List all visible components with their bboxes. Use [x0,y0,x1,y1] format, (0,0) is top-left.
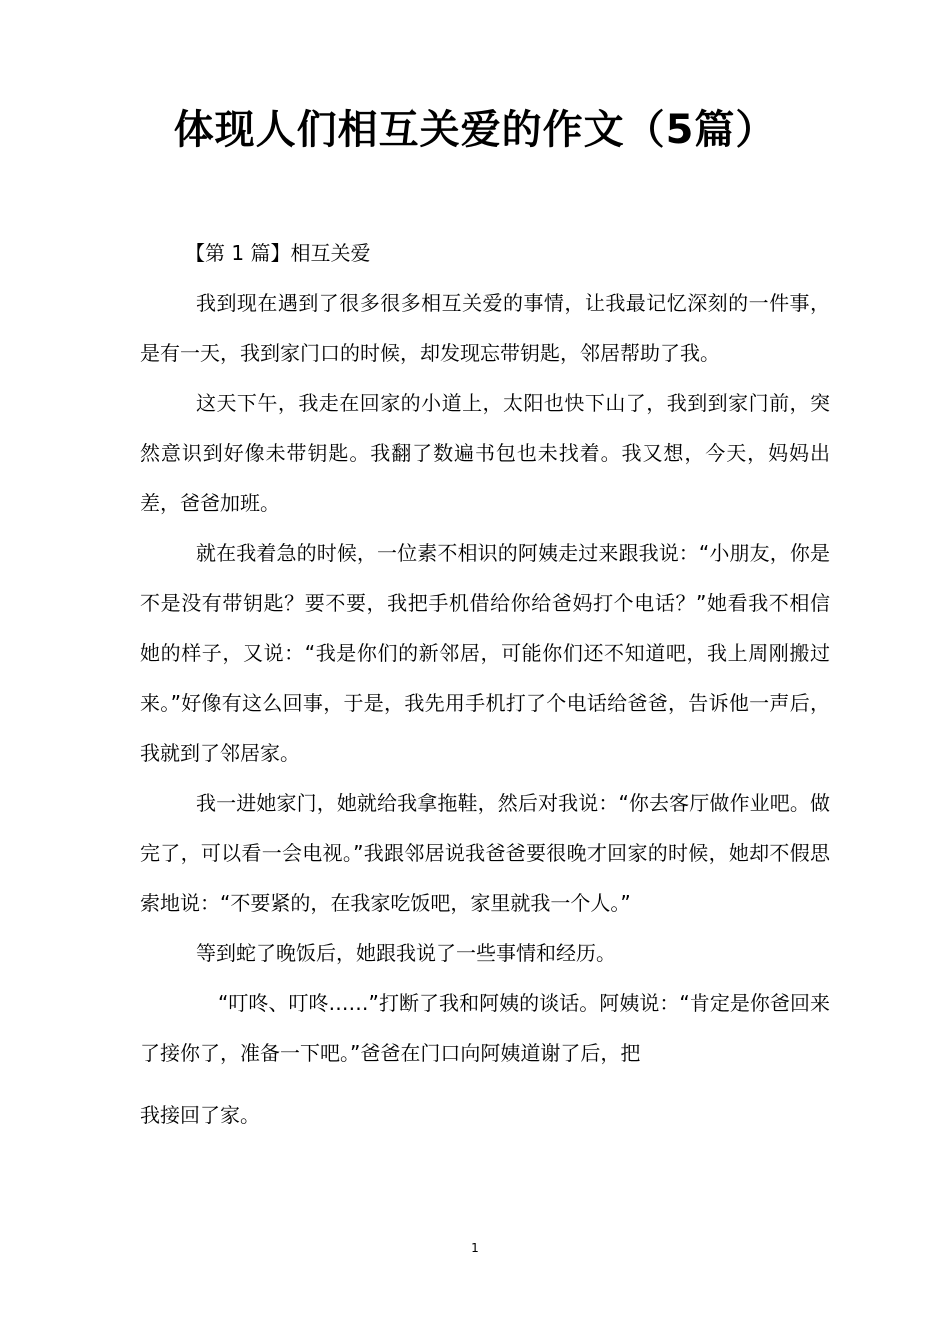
page-number: 1 [471,1241,479,1255]
paragraph: 这天下午，我走在回家的小道上，太阳也快下山了，我到到家门前，突然意识到好像未带钥匙。我翻了数遍书包也未找着。我又想，今天，妈妈出差，爸爸加班。 [140,391,830,515]
section-heading: 【第 1 篇】相互关爱 [185,241,371,265]
paragraph-continuation: 我接回了家。 [140,1103,260,1127]
paragraph: 就在我着急的时候，一位素不相识的阿姨走过来跟我说：“小朋友，你是不是没有带钥匙？要不要，我把手机借给你给爸妈打个电话？”她看我不相信她的样子，又说：“我是你们的新邻居，可能你们还不知道吧，我上周刚搬过来。”好像有这么回事，于是，我先用手机打了个电话给爸爸，告诉他一声后，我就到了邻居家。 [140,541,830,765]
paragraph: 我到现在遇到了很多很多相互关爱的事情，让我最记忆深刻的一件事，是有一天，我到家门口的时候，却发现忘带钥匙，邻居帮助了我。 [140,291,830,365]
paragraph: “叮咚、叮咚……”打断了我和阿姨的谈话。阿姨说：“肯定是你爸回来了接你了，准备一下吧。”爸爸在门口向阿姨道谢了后，把 [140,991,830,1065]
paragraph: 等到蛇了晚饭后，她跟我说了一些事情和经历。 [196,941,616,965]
document-body [140,228,830,1140]
document-title: 体现人们相互关爱的作文（5篇） [173,107,777,153]
paragraph: 我一进她家门，她就给我拿拖鞋，然后对我说：“你去客厅做作业吧。做完了，可以看一会电视。”我跟邻居说我爸爸要很晚才回家的时候，她却不假思索地说：“不要紧的，在我家吃饭吧，家里就我一个人。” [140,791,830,915]
